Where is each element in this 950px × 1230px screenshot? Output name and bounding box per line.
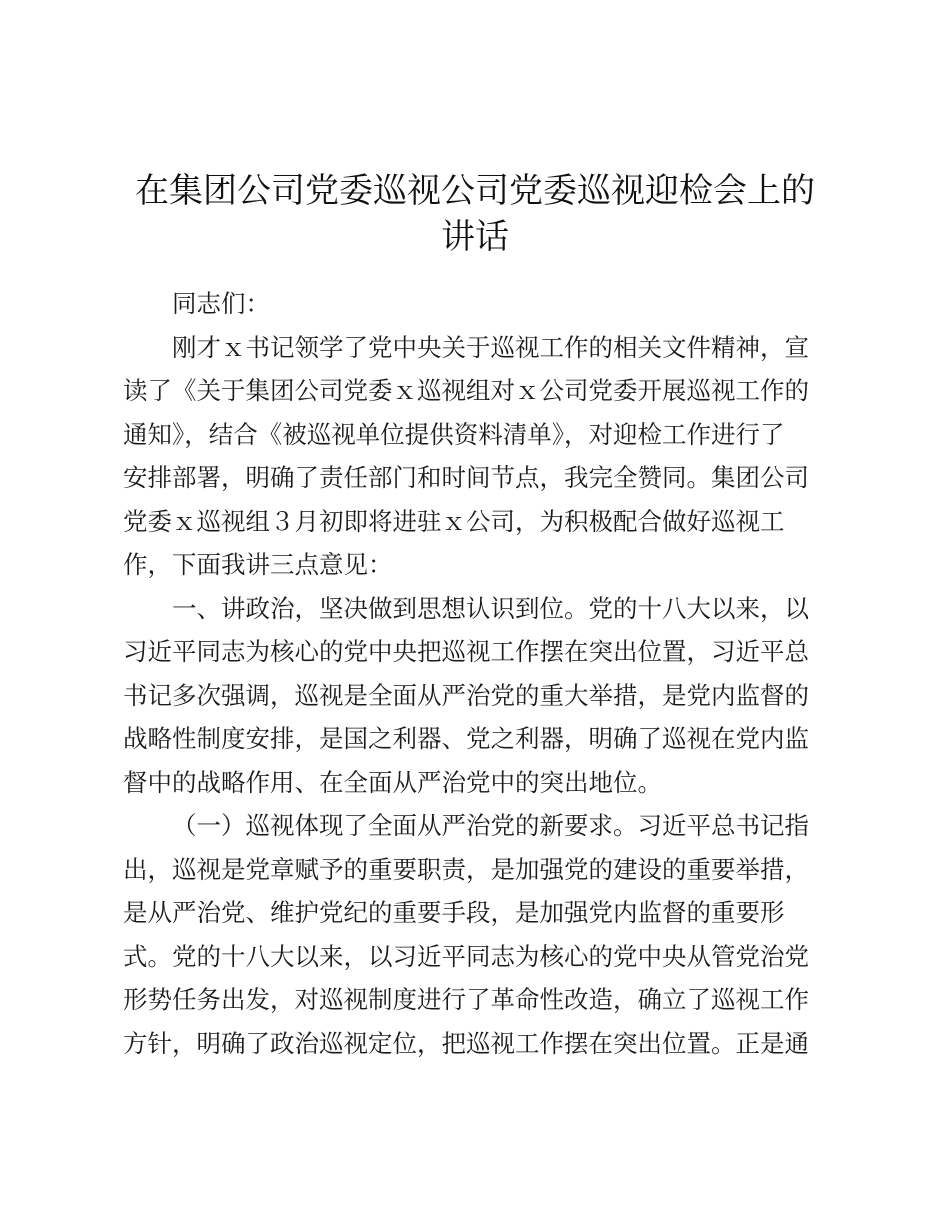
text-line: 同志们： (172, 289, 270, 318)
title-line-1: 在集团公司党委巡视公司党委巡视迎检会上的 (135, 171, 815, 211)
text-line: 式。党的十八大以来，以习近平同志为核心的党中央从管党治党 (123, 941, 809, 971)
text-line: 出，巡视是党章赋予的重要职责，是加强党的建设的重要举措， (123, 854, 809, 884)
document-body (123, 282, 823, 1065)
text-line: 是从严治党、维护党纪的重要手段，是加强党内监督的重要形 (123, 898, 785, 927)
text-line: 习近平同志为核心的党中央把巡视工作摆在突出位置，习近平总 (123, 637, 809, 666)
document-title (120, 168, 830, 260)
text-line: 方针，明确了政治巡视定位，把巡视工作摆在突出位置。正是通 (123, 1028, 809, 1058)
text-line: 形势任务出发，对巡视制度进行了革命性改造，确立了巡视工作 (123, 985, 809, 1014)
title-line-2: 讲话 (441, 217, 509, 257)
text-line: 刚才ｘ书记领学了党中央关于巡视工作的相关文件精神，宣 (172, 332, 809, 362)
text-line: 通知》，结合《被巡视单位提供资料清单》，对迎检工作进行了 (123, 419, 785, 449)
text-line: 作，下面我讲三点意见： (123, 550, 393, 579)
text-line: 安排部署，明确了责任部门和时间节点，我完全赞同。集团公司 (123, 463, 809, 492)
text-line: 督中的战略作用、在全面从严治党中的突出地位。 (123, 767, 662, 797)
text-line: 读了《关于集团公司党委ｘ巡视组对ｘ公司党委开展巡视工作的 (123, 376, 809, 405)
text-line: 一、讲政治，坚决做到思想认识到位。党的十八大以来，以 (172, 593, 809, 623)
text-line: （一）巡视体现了全面从严治党的新要求。习近平总书记指 (172, 811, 809, 840)
text-line: 书记多次强调，巡视是全面从严治党的重大举措，是党内监督的 (123, 680, 809, 710)
text-line: 党委ｘ巡视组３月初即将进驻ｘ公司，为积极配合做好巡视工 (123, 506, 785, 536)
text-line: 战略性制度安排，是国之利器、党之利器，明确了巡视在党内监 (123, 724, 809, 753)
